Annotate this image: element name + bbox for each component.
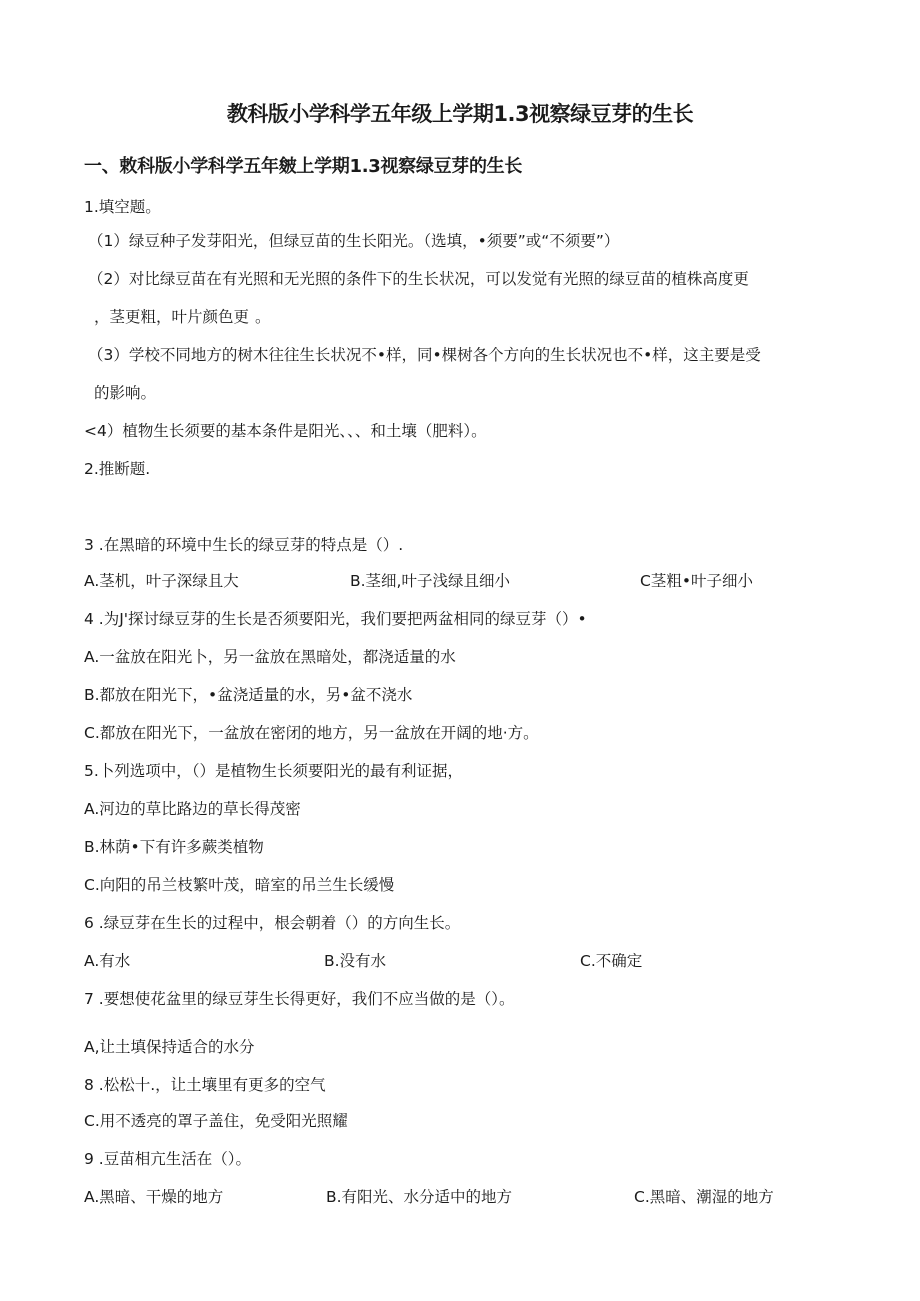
q9-stem: 9 .豆苗相亢生活在（）。 — [84, 1150, 251, 1168]
q1-part2-line1: （2）对比绿豆苗在有光照和无光照的条件下的生长状况，可以发觉有光照的绿豆苗的植株高度更 — [88, 270, 749, 288]
q4-option-a[interactable]: A.一盆放在阳光卜，另一盆放在黑暗处，都浇适量的水 — [84, 648, 456, 666]
q6-option-a[interactable]: A.有水 — [84, 952, 131, 970]
q7-stem: 7 .要想使花盆里的绿豆芽生长得更好，我们不应当做的是（）。 — [84, 990, 515, 1008]
q1-part4: <4）植物生长须要的基本条件是阳光、、、和土壤（肥料）。 — [84, 422, 487, 440]
q5-stem: 5.卜列选项中，（）是植物生长须要阳光的最有利证据， — [84, 762, 464, 780]
q1-part2-line2 — [94, 306, 271, 328]
q2-heading: 2.推断题. — [84, 460, 151, 478]
q8-stem: 8 .松松十.，让土壤里有更多的空气 — [84, 1076, 326, 1094]
q3-option-b[interactable]: B.茎细,叶子浅绿且细小 — [350, 572, 510, 590]
q5-option-b[interactable]: B.林荫•下有许多蕨类植物 — [84, 838, 264, 856]
section-heading: 一、敕科版小学科学五年皴上学期1.3视察绿豆芽的生长 — [84, 156, 523, 177]
q3-option-a[interactable]: A.茎机，叶子深绿且大 — [84, 572, 239, 590]
q9-option-b[interactable]: B.有阳光、水分适中的地方 — [326, 1188, 513, 1206]
q1-part3-end: 的影响。 — [94, 384, 157, 402]
q1-part2-end: 。 — [255, 308, 271, 326]
q9-option-c[interactable]: C.黑暗、潮湿的地方 — [634, 1188, 774, 1206]
q1-part3-line2 — [94, 382, 156, 404]
q5-option-a[interactable]: A.河边的草比路边的草长得茂密 — [84, 800, 301, 818]
q4-stem: 4 .为J'探讨绿豆芽的生长是否须要阳光，我们要把两盆相同的绿豆芽（）• — [84, 610, 587, 628]
q6-option-c[interactable]: C.不确定 — [580, 952, 643, 970]
q4-option-b[interactable]: B.都放在阳光下，•盆浇适量的水，另•盆不浇水 — [84, 686, 413, 704]
q7-option-a[interactable]: A,让土填保持适合的水分 — [84, 1038, 255, 1056]
page-title: 教科版小学科学五年级上学期1.3视察绿豆芽的生长 — [226, 102, 694, 126]
q1-part2-mid: ，茎更粗，叶片颜色更 — [94, 308, 250, 326]
q3-stem: 3 .在黑暗的环境中生长的绿豆芽的特点是（）. — [84, 536, 404, 554]
q8-option-c[interactable]: C.用不透亮的罩子盖住，免受阳光照耀 — [84, 1112, 348, 1130]
q1-part1: （1）绿豆种子发芽阳光，但绿豆苗的生长阳光。（选填，•须要”或“不须要”） — [88, 232, 620, 250]
q3-option-c[interactable]: C茎粗•叶子细小 — [640, 572, 753, 590]
q6-option-b[interactable]: B.没有水 — [324, 952, 387, 970]
q9-option-a[interactable]: A.黑暗、干燥的地方 — [84, 1188, 224, 1206]
q1-heading: 1.填空题。 — [84, 198, 161, 216]
q4-option-c[interactable]: C.都放在阳光下，一盆放在密闭的地方，另一盆放在开阔的地·方。 — [84, 724, 539, 742]
q1-part3-line1: （3）学校不同地方的树木往往生长状况不•样，同•棵树各个方向的生长状况也不•样，这主要是受 — [88, 346, 761, 364]
q5-option-c[interactable]: C.向阳的吊兰枝繁叶茂，暗室的吊兰生长缓慢 — [84, 876, 395, 894]
q6-stem: 6 .绿豆芽在生长的过程中，根会朝着（）的方向生长。 — [84, 914, 461, 932]
